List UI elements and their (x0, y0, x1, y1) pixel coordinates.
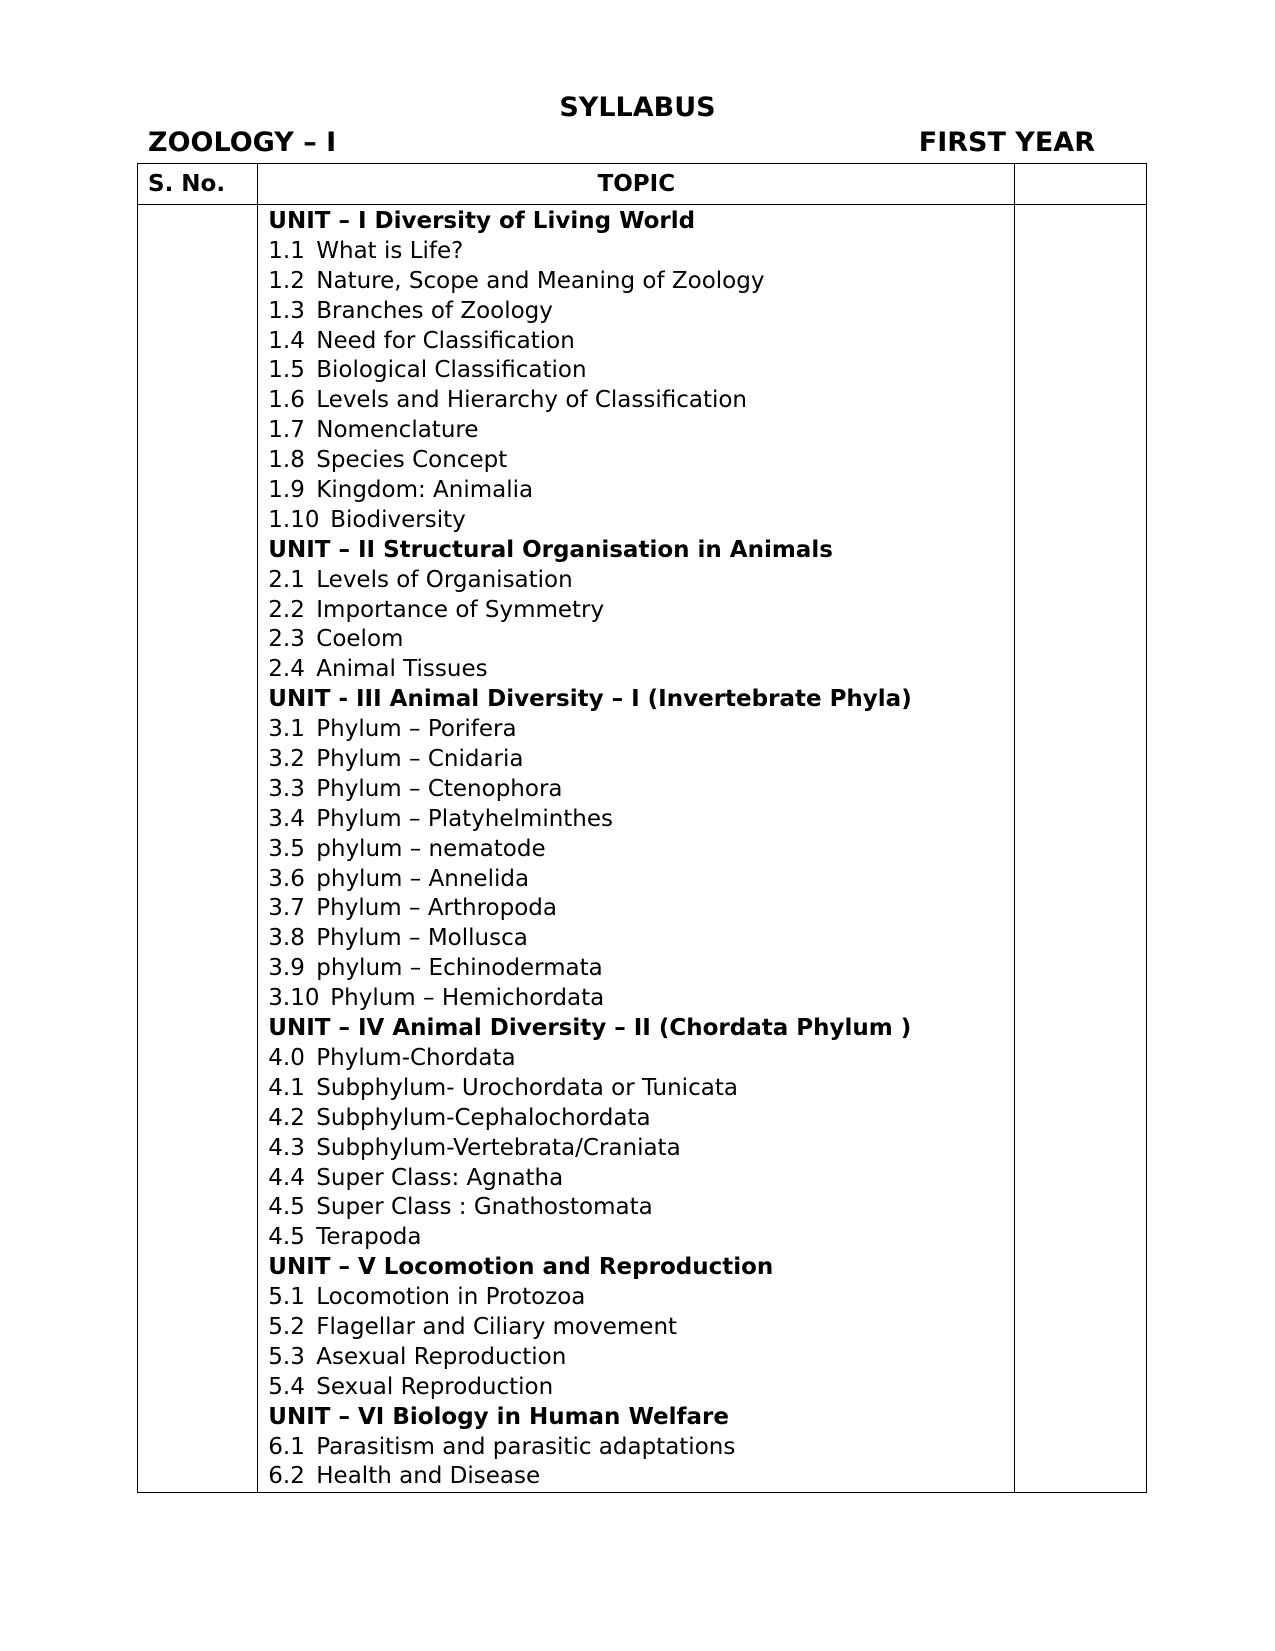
topic-item (268, 924, 1004, 954)
topic-text: Terapoda (316, 1224, 422, 1251)
topic-item (268, 1164, 1004, 1194)
unit-heading: UNIT – IV Animal Diversity – II (Chordata Phylum ) (268, 1015, 912, 1042)
topic-item (268, 476, 1004, 506)
topic-text: Phylum-Chordata (316, 1044, 516, 1071)
topic-item (268, 745, 1004, 775)
topic-item (268, 356, 1004, 386)
topic-item (268, 835, 1004, 865)
topic-item (268, 327, 1004, 357)
topic-item (268, 1373, 1004, 1403)
topic-number: 6.2 (268, 1463, 305, 1490)
topic-text: Species Concept (316, 447, 508, 474)
topic-item (268, 446, 1004, 476)
topic-number: 4.5 (268, 1224, 305, 1251)
topic-text: phylum – nematode (316, 835, 546, 862)
topic-number: 4.1 (268, 1074, 305, 1101)
topic-text: What is Life? (316, 237, 464, 264)
topic-number: 3.8 (268, 925, 305, 952)
topic-text: Super Class : Gnathostomata (316, 1194, 653, 1221)
topic-text: Animal Tissues (316, 656, 488, 683)
topic-text: Asexual Reproduction (316, 1343, 567, 1370)
topic-text: Phylum – Hemichordata (330, 985, 605, 1012)
topic-item (268, 1044, 1004, 1074)
topic-item (268, 267, 1004, 297)
topic-number: 1.5 (268, 357, 305, 384)
topic-number: 3.4 (268, 805, 305, 832)
topic-item (268, 1134, 1004, 1164)
topic-number: 6.1 (268, 1433, 305, 1460)
topic-number: 2.4 (268, 656, 305, 683)
table-body-row (138, 205, 1147, 1493)
topic-number: 5.4 (268, 1373, 305, 1400)
topic-number: 1.2 (268, 267, 305, 294)
subject-title: ZOOLOGY – I (148, 127, 337, 158)
unit-heading: UNIT - III Animal Diversity – I (Invertebrate Phyla) (268, 686, 912, 713)
topic-text: Levels of Organisation (316, 566, 573, 593)
unit-heading: UNIT – VI Biology in Human Welfare (268, 1403, 729, 1430)
topic-number: 4.2 (268, 1104, 305, 1131)
topic-text: Branches of Zoology (316, 297, 553, 324)
topic-text: Parasitism and parasitic adaptations (316, 1433, 736, 1460)
topic-text: phylum – Echinodermata (316, 955, 603, 982)
topic-number: 1.1 (268, 237, 305, 264)
topic-text: Flagellar and Ciliary movement (316, 1313, 678, 1340)
topic-text: Subphylum-Cephalochordata (316, 1104, 651, 1131)
topic-number: 1.9 (268, 477, 305, 504)
topic-text: Phylum – Ctenophora (316, 775, 563, 802)
topic-item (268, 1433, 1004, 1463)
topic-text: Biodiversity (330, 506, 466, 533)
topic-text: Phylum – Arthropoda (316, 895, 557, 922)
topic-text: Importance of Symmetry (316, 596, 605, 623)
topic-item (268, 865, 1004, 895)
topic-number: 5.1 (268, 1284, 305, 1311)
topic-item (268, 954, 1004, 984)
topic-text: Subphylum- Urochordata or Tunicata (316, 1074, 738, 1101)
topic-item (268, 715, 1004, 745)
topic-number: 3.10 (268, 985, 320, 1012)
unit-heading: UNIT – I Diversity of Living World (268, 208, 696, 234)
topic-item (268, 625, 1004, 655)
topic-text: Levels and Hierarchy of Classification (316, 387, 747, 414)
topic-text: Nomenclature (316, 417, 479, 444)
topic-item (268, 1283, 1004, 1313)
topic-item (268, 1313, 1004, 1343)
topic-text: phylum – Annelida (316, 865, 530, 892)
topic-number: 2.1 (268, 566, 305, 593)
topic-item (268, 237, 1004, 267)
topic-item (268, 1074, 1004, 1104)
topic-number: 4.3 (268, 1134, 305, 1161)
topic-number: 3.7 (268, 895, 305, 922)
topic-text: Sexual Reproduction (316, 1373, 554, 1400)
topic-text: Need for Classification (316, 327, 575, 354)
blank-header (1015, 164, 1147, 205)
topic-text: Biological Classification (316, 357, 587, 384)
topic-item (268, 894, 1004, 924)
topic-number: 3.6 (268, 865, 305, 892)
topic-item (268, 596, 1004, 626)
topic-text: Health and Disease (316, 1463, 541, 1490)
topic-number: 4.4 (268, 1164, 305, 1191)
topic-item (268, 1223, 1004, 1253)
topic-item (268, 416, 1004, 446)
topic-number: 5.2 (268, 1313, 305, 1340)
topic-text: Phylum – Porifera (316, 716, 517, 743)
topic-item (268, 506, 1004, 536)
topic-item (268, 775, 1004, 805)
page-title: SYLLABUS (559, 92, 716, 123)
topic-number: 1.8 (268, 447, 305, 474)
topic-text: Coelom (316, 626, 404, 653)
syllabus-table (137, 163, 1147, 1493)
topic-text: Locomotion in Protozoa (316, 1284, 586, 1311)
year-label: FIRST YEAR (918, 127, 1095, 158)
topic-number: 3.5 (268, 835, 305, 862)
topic-number: 3.9 (268, 955, 305, 982)
topic-text: Phylum – Mollusca (316, 925, 528, 952)
topic-number: 2.2 (268, 596, 305, 623)
topic-item (268, 1343, 1004, 1373)
unit-heading: UNIT – II Structural Organisation in Animals (268, 536, 833, 563)
topic-number: 5.3 (268, 1343, 305, 1370)
topic-number: 1.4 (268, 327, 305, 354)
topic-number: 3.3 (268, 775, 305, 802)
topic-item (268, 805, 1004, 835)
topic-number: 1.7 (268, 417, 305, 444)
topic-number: 3.1 (268, 716, 305, 743)
topic-text: Phylum – Cnidaria (316, 746, 524, 773)
topic-item (268, 386, 1004, 416)
topics-cell (258, 205, 1015, 1493)
topic-number: 3.2 (268, 746, 305, 773)
topic-item (268, 984, 1004, 1014)
topic-number: 1.3 (268, 297, 305, 324)
topic-header: TOPIC (258, 164, 1015, 205)
blank-cell (1015, 205, 1147, 1493)
topic-text: Phylum – Platyhelminthes (316, 805, 614, 832)
table-header-row (138, 164, 1147, 205)
sno-header: S. No. (138, 164, 258, 205)
topic-item (268, 297, 1004, 327)
topic-item (268, 1104, 1004, 1134)
topic-number: 1.10 (268, 506, 320, 533)
topic-number: 2.3 (268, 626, 305, 653)
topic-item (268, 566, 1004, 596)
topic-text: Nature, Scope and Meaning of Zoology (316, 267, 765, 294)
topic-text: Kingdom: Animalia (316, 477, 534, 504)
topic-text: Super Class: Agnatha (316, 1164, 564, 1191)
topic-number: 1.6 (268, 387, 305, 414)
unit-heading: UNIT – V Locomotion and Reproduction (268, 1254, 774, 1281)
topic-number: 4.0 (268, 1044, 305, 1071)
topic-item (268, 1193, 1004, 1223)
sno-cell (138, 205, 258, 1493)
topic-item (268, 1462, 1004, 1492)
topic-number: 4.5 (268, 1194, 305, 1221)
topic-text: Subphylum-Vertebrata/Craniata (316, 1134, 681, 1161)
topic-item (268, 655, 1004, 685)
